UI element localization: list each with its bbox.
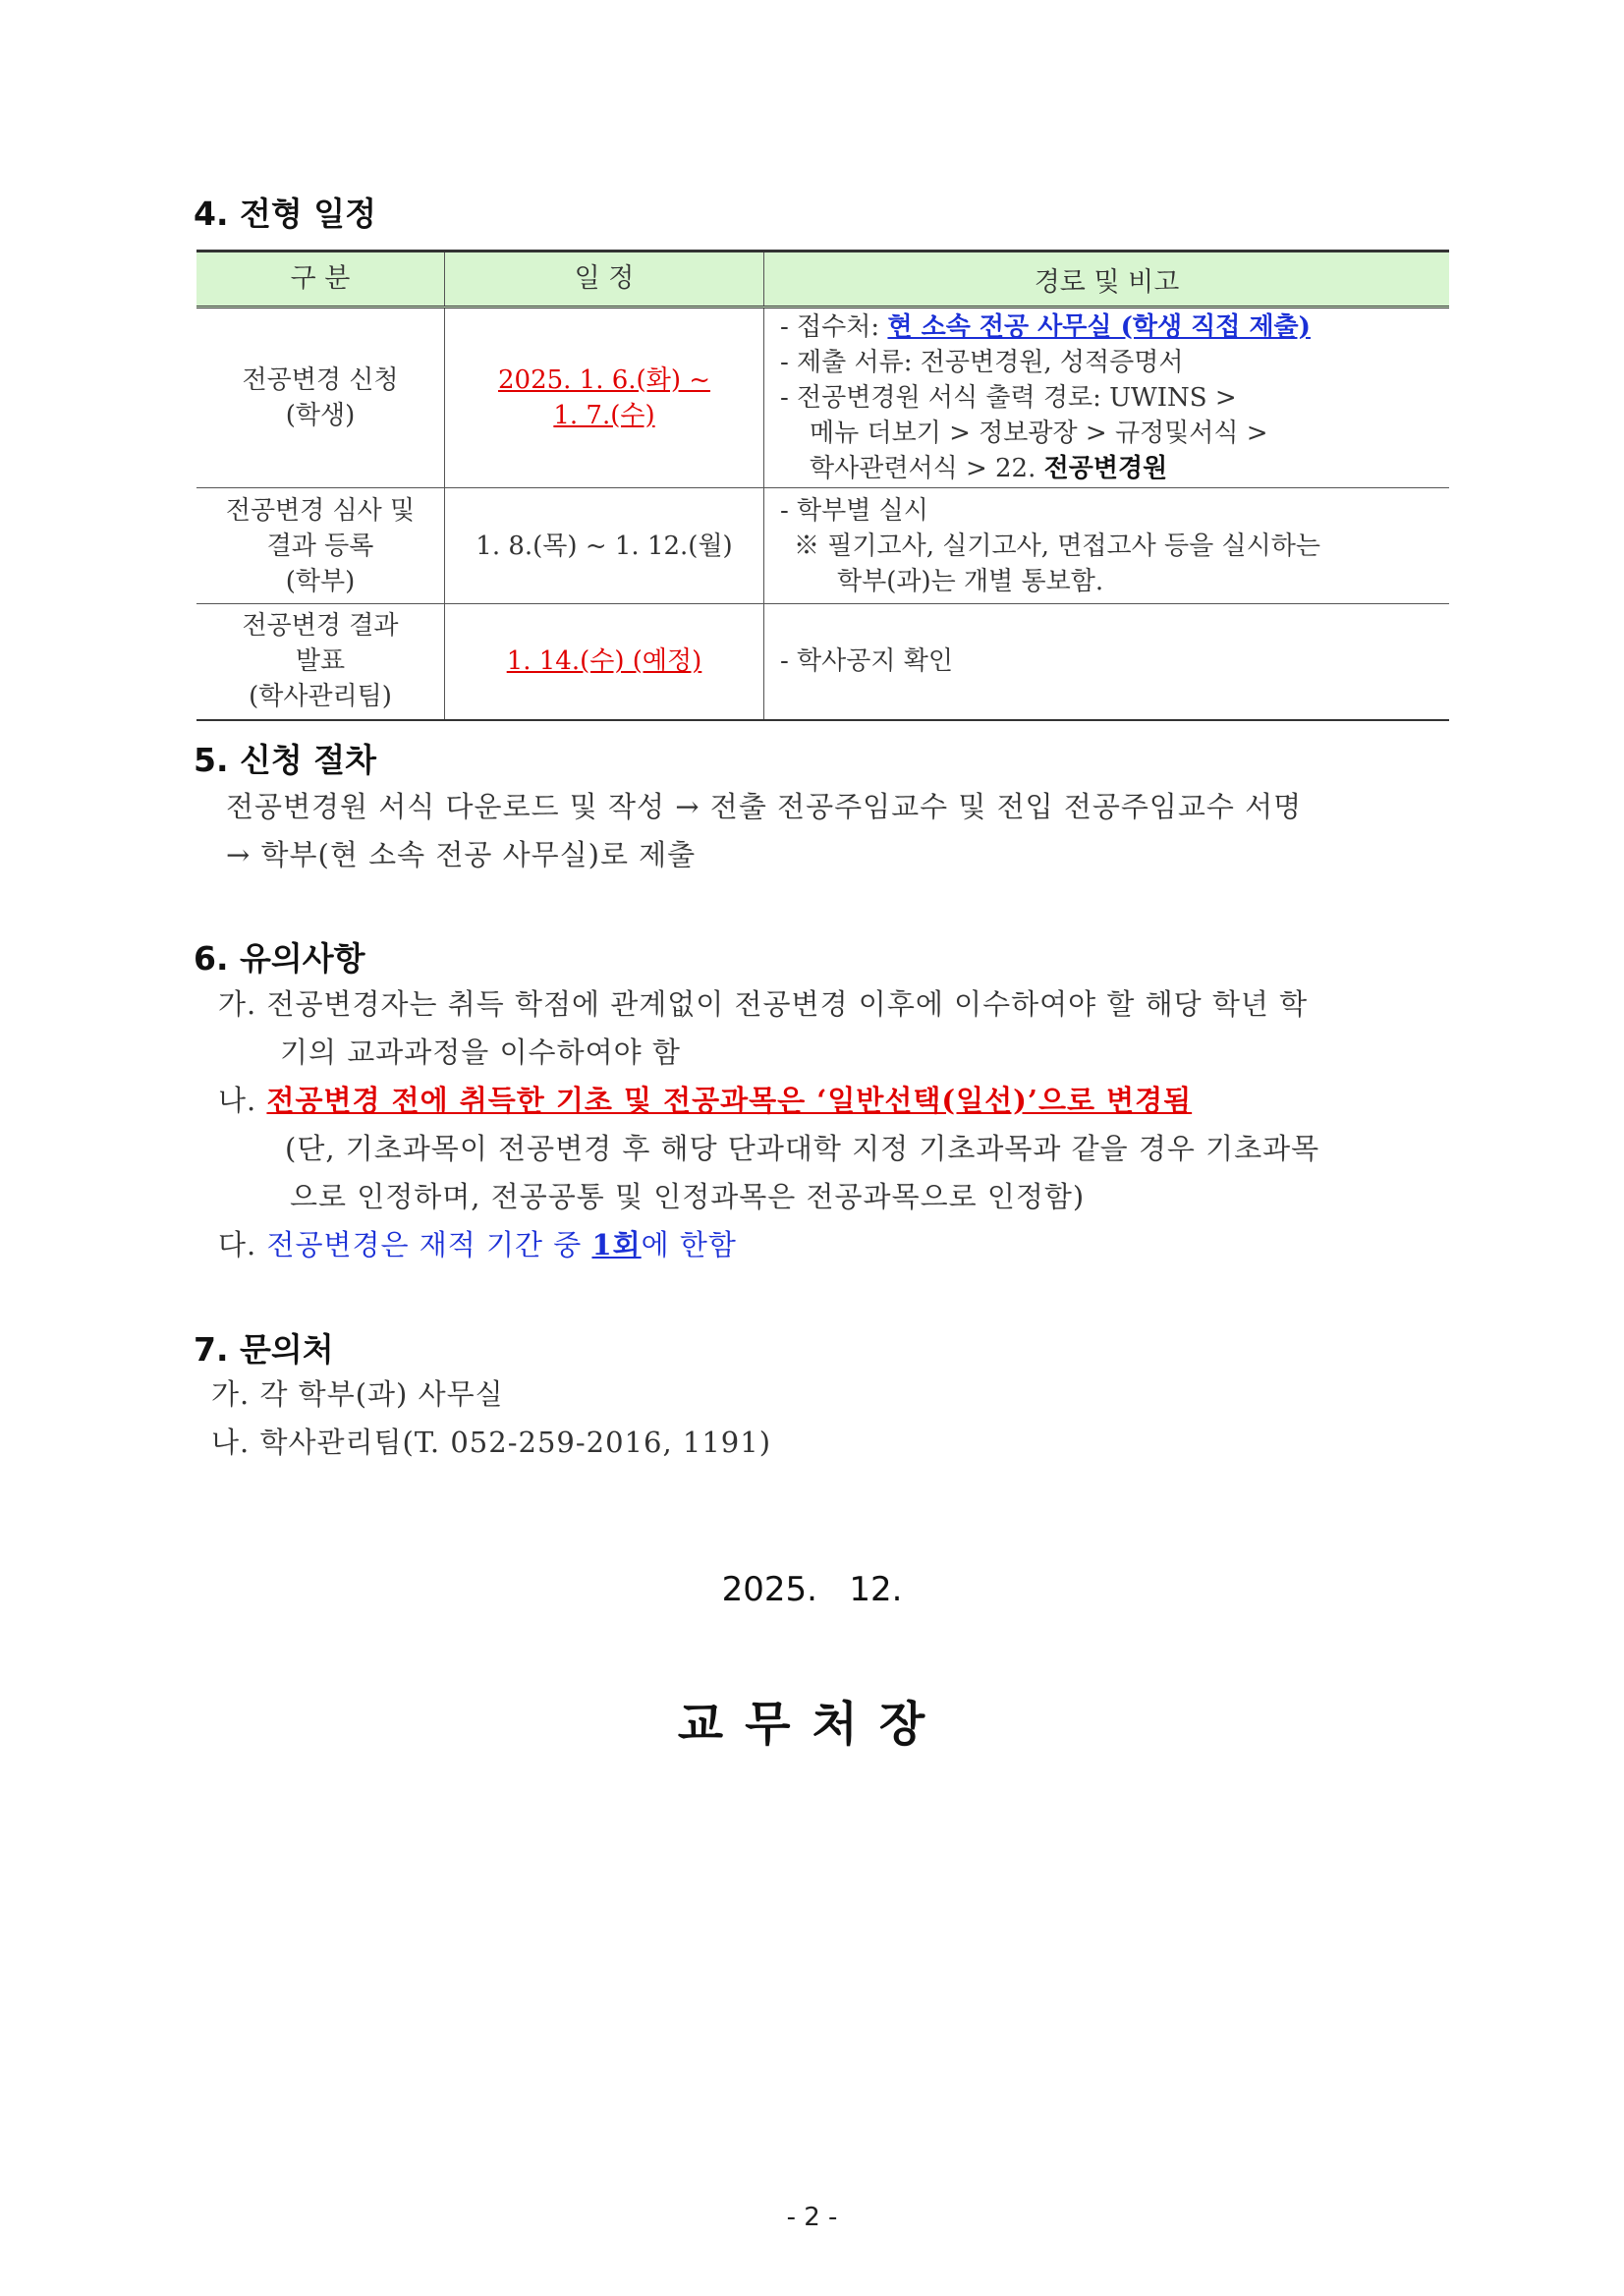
header-route-notes: 경로 및 비고 (764, 252, 1450, 308)
table-row (196, 308, 1449, 488)
category-cell: 전공변경 심사 및 결과 등록 (학부) (196, 488, 445, 604)
section-4-title: 4. 전형 일정 (194, 195, 376, 233)
notes-cell: - 학사공지 확인 (764, 604, 1450, 720)
notice-ga-line-2: 기의 교과과정을 이수하여야 함 (280, 1036, 681, 1069)
date-cell: 2025. 1. 6.(화) ~ 1. 7.(수) (445, 308, 764, 488)
table-header-row (196, 252, 1449, 308)
contact-na: 나. 학사관리팀(T. 052-259-2016, 1191) (211, 1426, 772, 1459)
notice-da-line: 다. 전공변경은 재적 기간 중 1회에 한함 (218, 1228, 737, 1261)
notice-na-line-1: 나. 전공변경 전에 취득한 기초 및 전공과목은 ‘일반선택(일선)’으로 변경됨 (218, 1084, 1193, 1117)
table-row (196, 604, 1449, 720)
signer: 교무처장 (677, 1697, 947, 1752)
date-cell: 1. 14.(수) (예정) (445, 604, 764, 720)
notes-cell: - 학부별 실시 ※ 필기고사, 실기고사, 면접고사 등을 실시하는 학부(과)는 개별 통보함. (764, 488, 1450, 604)
notes-cell: - 접수처: 현 소속 전공 사무실 (학생 직접 제출) - 제출 서류: 전공변경원, 성적증명서 - 전공변경원 서식 출력 경로: UWINS > 메뉴 더보기 > 정보광장 > 규정및서식 > 학사관련서식 > 22. 전공변경원 (764, 308, 1450, 488)
procedure-line-2: → 학부(현 소속 전공 사무실)로 제출 (226, 838, 697, 871)
grade-change-warning: 전공변경 전에 취득한 기초 및 전공과목은 ‘일반선택(일선)’으로 변경됨 (266, 1084, 1193, 1117)
section-5-title: 5. 신청 절차 (194, 741, 376, 779)
notice-na-line-3: 으로 인정하며, 전공공통 및 인정과목은 전공과목으로 인정함) (290, 1180, 1086, 1213)
category-cell: 전공변경 신청 (학생) (196, 308, 445, 488)
issue-date: 2025. 12. (721, 1570, 903, 1609)
submission-office-highlight: 현 소속 전공 사무실 (학생 직접 제출) (887, 312, 1311, 342)
header-schedule: 일 정 (445, 252, 764, 308)
section-6-title: 6. 유의사항 (194, 939, 365, 978)
notice-na-line-2: (단, 기초과목이 전공변경 후 해당 단과대학 지정 기초과목과 같을 경우 기초과목 (285, 1132, 1320, 1165)
page-number: - 2 - (786, 2203, 838, 2232)
schedule-table (196, 250, 1449, 721)
header-category: 구 분 (196, 252, 445, 308)
notice-ga-line-1: 가. 전공변경자는 취득 학점에 관계없이 전공변경 이후에 이수하여야 할 해당 학년 학 (218, 987, 1309, 1021)
section-7-title: 7. 문의처 (194, 1330, 334, 1369)
category-cell: 전공변경 결과 발표 (학사관리팀) (196, 604, 445, 720)
procedure-line-1: 전공변경원 서식 다운로드 및 작성 → 전출 전공주임교수 및 전입 전공주임교수 서명 (226, 790, 1303, 823)
date-cell: 1. 8.(목) ~ 1. 12.(월) (445, 488, 764, 604)
table-row (196, 488, 1449, 604)
contact-ga: 가. 각 학부(과) 사무실 (211, 1377, 504, 1411)
